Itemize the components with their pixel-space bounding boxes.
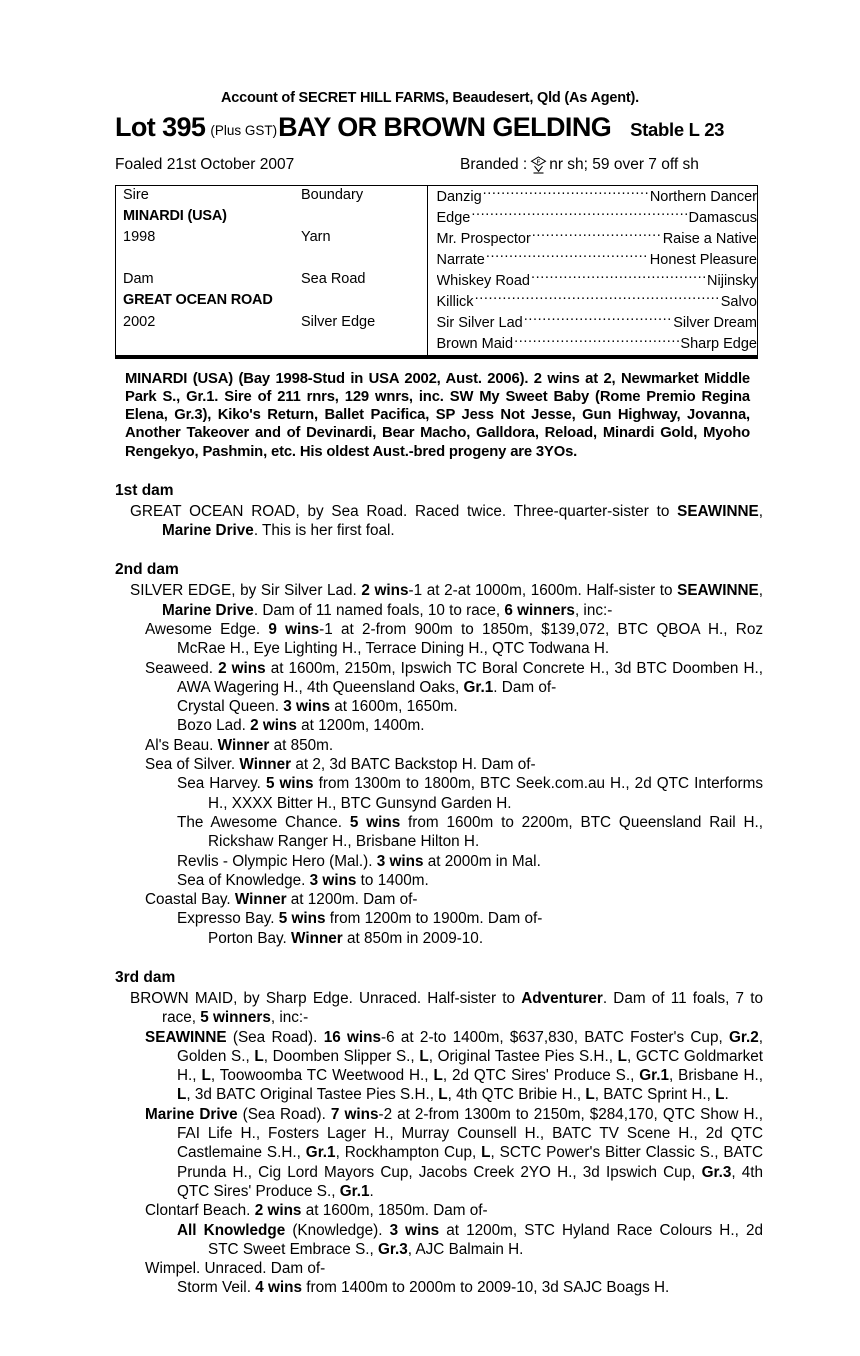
table-row bbox=[116, 249, 757, 270]
svg-text:F: F bbox=[537, 159, 541, 166]
dam-heading: 3rd dam bbox=[115, 969, 176, 986]
gp-cell-3 bbox=[427, 228, 757, 249]
plus-gst-note: (Plus GST) bbox=[210, 123, 278, 138]
leader-dots bbox=[471, 207, 687, 222]
leader-dots bbox=[532, 228, 662, 243]
gp-cell-5 bbox=[427, 270, 757, 291]
dam-year: 2002 bbox=[123, 313, 156, 330]
table-row bbox=[116, 334, 757, 355]
gp-right-3: Raise a Native bbox=[662, 230, 757, 247]
gp-cell-2 bbox=[427, 207, 757, 228]
gp-right-6: Salvo bbox=[720, 293, 757, 310]
pedigree-entry: Sea of Knowledge. 3 wins to 1400m. bbox=[177, 871, 429, 889]
stable-label: Stable L 23 bbox=[630, 119, 725, 140]
dam-heading: 2nd dam bbox=[115, 561, 179, 579]
table-row bbox=[116, 207, 757, 228]
spacer-cell bbox=[301, 334, 427, 355]
pedigree-entry: Revlis - Olympic Hero (Mal.). 3 wins at 2000m in Mal. bbox=[177, 852, 541, 870]
gp-left-8: Brown Maid bbox=[436, 336, 514, 353]
leader-dots bbox=[531, 270, 706, 285]
leader-dots bbox=[486, 249, 649, 264]
spacer-cell bbox=[116, 249, 301, 270]
dam-sire: Sea Road bbox=[301, 271, 366, 288]
pedigree-entry: Clontarf Beach. 2 wins at 1600m, 1850m. Dam of- bbox=[145, 1202, 488, 1220]
gp-left-3: Mr. Prospector bbox=[436, 230, 531, 247]
branded-value: nr sh; 59 over 7 off sh bbox=[549, 156, 699, 173]
dam-section bbox=[115, 481, 763, 541]
pedigree-entry: Sea of Silver. Winner at 2, 3d BATC Backstop H. Dam of- bbox=[145, 756, 536, 774]
spacer-cell bbox=[301, 207, 427, 228]
pedigree-entry: Crystal Queen. 3 wins at 1600m, 1650m. bbox=[177, 698, 458, 716]
table-row bbox=[116, 291, 757, 312]
sire-sire: Boundary bbox=[301, 187, 364, 203]
pedigree-table bbox=[115, 185, 758, 359]
gp-left-2: Edge bbox=[436, 209, 471, 226]
leader-dots bbox=[524, 313, 672, 328]
diamond-f-brand-icon bbox=[530, 156, 547, 175]
pedigree-entry: Coastal Bay. Winner at 1200m. Dam of- bbox=[145, 891, 418, 909]
dam-sections bbox=[0, 481, 860, 1298]
foaled-branded-row bbox=[0, 147, 860, 175]
pedigree-entry: GREAT OCEAN ROAD, by Sea Road. Raced twice. Three-quarter-sister to SEAWINNE, Marine Drive. This is her first foal. bbox=[130, 502, 763, 540]
account-line: Account of SECRET HILL FARMS, Beaudesert, Qld (As Agent). bbox=[221, 90, 639, 106]
table-row bbox=[116, 186, 757, 207]
pedigree-entry: All Knowledge (Knowledge). 3 wins at 1200m, STC Hyland Race Colours H., 2d STC Sweet Embrace S., Gr.3, AJC Balmain H. bbox=[177, 1221, 763, 1258]
dam-label: Dam bbox=[123, 271, 154, 288]
pedigree-entry: Al's Beau. Winner at 850m. bbox=[145, 736, 334, 754]
gp-left-7: Sir Silver Lad bbox=[436, 315, 523, 332]
dam-heading: 1st dam bbox=[115, 481, 174, 499]
sire-summary-paragraph: MINARDI (USA) (Bay 1998-Stud in USA 2002, Aust. 2006). 2 wins at 2, Newmarket Middle Park S., Gr.1. Sire of 211 rnrs, 129 wnrs, inc. SW My Sweet Baby (Rome Premio Regina Elena, Gr.3), Kiko's Return, Ballet Pacifica, SP Jess Not Jesse, Gun Highway, Jovanna, Another Takeover and of Devinardi, Bear Macho, Galldora, Reload, Minardi Gold, Myoho Rengekyo, Pashmin, etc. His oldest Aust.-bred progeny are 3YOs. bbox=[125, 370, 750, 460]
gp-cell-4 bbox=[427, 249, 757, 270]
table-row bbox=[116, 270, 757, 291]
dam-dam: Silver Edge bbox=[301, 313, 376, 330]
pedigree-entry: Marine Drive (Sea Road). 7 wins-2 at 2-from 1300m to 2150m, $284,170, QTC Show H., FAI Life H., Fosters Lager H., Murray Counsell H., BATC TV Scene H., 2d QTC Castlemaine S.H., Gr.1, Rockhampton Cup, L, SCTC Power's Bitter Classic S., BATC Prunda H., Cig Lord Mayors Cup, Jacobs Creek 2YO H., 3d Ipswich Cup, Gr.3, 4th QTC Sires' Produce S., Gr.1. bbox=[145, 1105, 764, 1200]
gp-right-5: Nijinsky bbox=[707, 272, 757, 289]
pedigree-entry: Porton Bay. Winner at 850m in 2009-10. bbox=[208, 929, 484, 947]
pedigree-entry: Wimpel. Unraced. Dam of- bbox=[145, 1260, 326, 1278]
sire-dam: Yarn bbox=[301, 229, 331, 246]
gp-right-8: Sharp Edge bbox=[680, 336, 757, 353]
gp-left-6: Killick bbox=[436, 293, 474, 310]
gp-left-1: Danzig bbox=[436, 188, 482, 205]
gp-cell-7 bbox=[427, 313, 757, 334]
leader-dots bbox=[514, 334, 679, 349]
gp-cell-8 bbox=[427, 334, 757, 355]
spacer-cell bbox=[301, 291, 427, 312]
pedigree-entry: Seaweed. 2 wins at 1600m, 2150m, Ipswich TC Boral Concrete H., 3d BTC Doomben H., AWA Wagering H., 4th Queensland Oaks, Gr.1. Dam of- bbox=[145, 659, 763, 696]
dam-section bbox=[115, 968, 763, 1298]
colour-sex-title: BAY OR BROWN GELDING bbox=[278, 112, 612, 142]
gp-right-7: Silver Dream bbox=[673, 315, 757, 332]
pedigree-entry: SEAWINNE (Sea Road). 16 wins-6 at 2-to 1400m, $637,830, BATC Foster's Cup, Gr.2, Golden S., L, Doomben Slipper S., L, Original Tastee Pies S.H., L, GCTC Goldmarket H., L, Toowoomba TC Weetwood H., L, 2d QTC Sires' Produce S., Gr.1, Brisbane H., L, 3d BATC Original Tastee Pies S.H., L, 4th QTC Bribie H., L, BATC Sprint H., L. bbox=[145, 1028, 764, 1104]
gp-cell-1 bbox=[427, 186, 757, 207]
gp-left-4: Narrate bbox=[436, 251, 485, 268]
branded-info bbox=[460, 155, 699, 175]
spacer-cell bbox=[116, 334, 301, 355]
pedigree-entry: Storm Veil. 4 wins from 1400m to 2000m to 2009-10, 3d SAJC Boags H. bbox=[177, 1279, 670, 1297]
pedigree-entry: Expresso Bay. 5 wins from 1200m to 1900m. Dam of- bbox=[177, 910, 543, 928]
pedigree-entry: SILVER EDGE, by Sir Silver Lad. 2 wins-1 at 2-at 1000m, 1600m. Half-sister to SEAWINNE, Marine Drive. Dam of 11 named foals, 10 to race, 6 winners, inc:- bbox=[130, 582, 763, 619]
table-row bbox=[116, 313, 757, 334]
pedigree-entry: Awesome Edge. 9 wins-1 at 2-from 900m to 1850m, $139,072, BTC QBOA H., Roz McRae H., Eye Lighting H., Terrace Dining H., QTC Todwana H. bbox=[145, 620, 763, 658]
pedigree-entry: Sea Harvey. 5 wins from 1300m to 1800m, BTC Seek.com.au H., 2d QTC Interforms H., XXXX Bitter H., BTC Gunsynd Garden H. bbox=[177, 775, 763, 812]
lot-number: Lot 395 bbox=[115, 112, 206, 142]
gp-cell-6 bbox=[427, 291, 757, 312]
gp-right-1: Northern Dancer bbox=[649, 188, 757, 205]
lot-title-row bbox=[0, 106, 860, 147]
foaled-date: Foaled 21st October 2007 bbox=[115, 156, 295, 173]
spacer-cell bbox=[301, 249, 427, 270]
pedigree-entry: Bozo Lad. 2 wins at 1200m, 1400m. bbox=[177, 717, 425, 735]
sire-name: MINARDI (USA) bbox=[123, 208, 227, 225]
dam-name: GREAT OCEAN ROAD bbox=[123, 292, 273, 309]
sire-label: Sire bbox=[123, 187, 149, 203]
branded-label: Branded : bbox=[460, 156, 528, 173]
gp-right-4: Honest Pleasure bbox=[649, 251, 757, 268]
table-row bbox=[116, 228, 757, 249]
leader-dots bbox=[483, 186, 649, 201]
sire-year: 1998 bbox=[123, 229, 156, 246]
gp-right-2: Damascus bbox=[688, 209, 757, 226]
leader-dots bbox=[475, 291, 720, 306]
pedigree-entry: BROWN MAID, by Sharp Edge. Unraced. Half-sister to Adventurer. Dam of 11 foals, 7 to race, 5 winners, inc:- bbox=[130, 990, 763, 1027]
gp-left-5: Whiskey Road bbox=[436, 272, 530, 289]
pedigree-entry: The Awesome Chance. 5 wins from 1600m to 2200m, BTC Queensland Rail H., Rickshaw Ranger H., Brisbane Hilton H. bbox=[177, 813, 763, 851]
dam-section bbox=[115, 560, 763, 948]
